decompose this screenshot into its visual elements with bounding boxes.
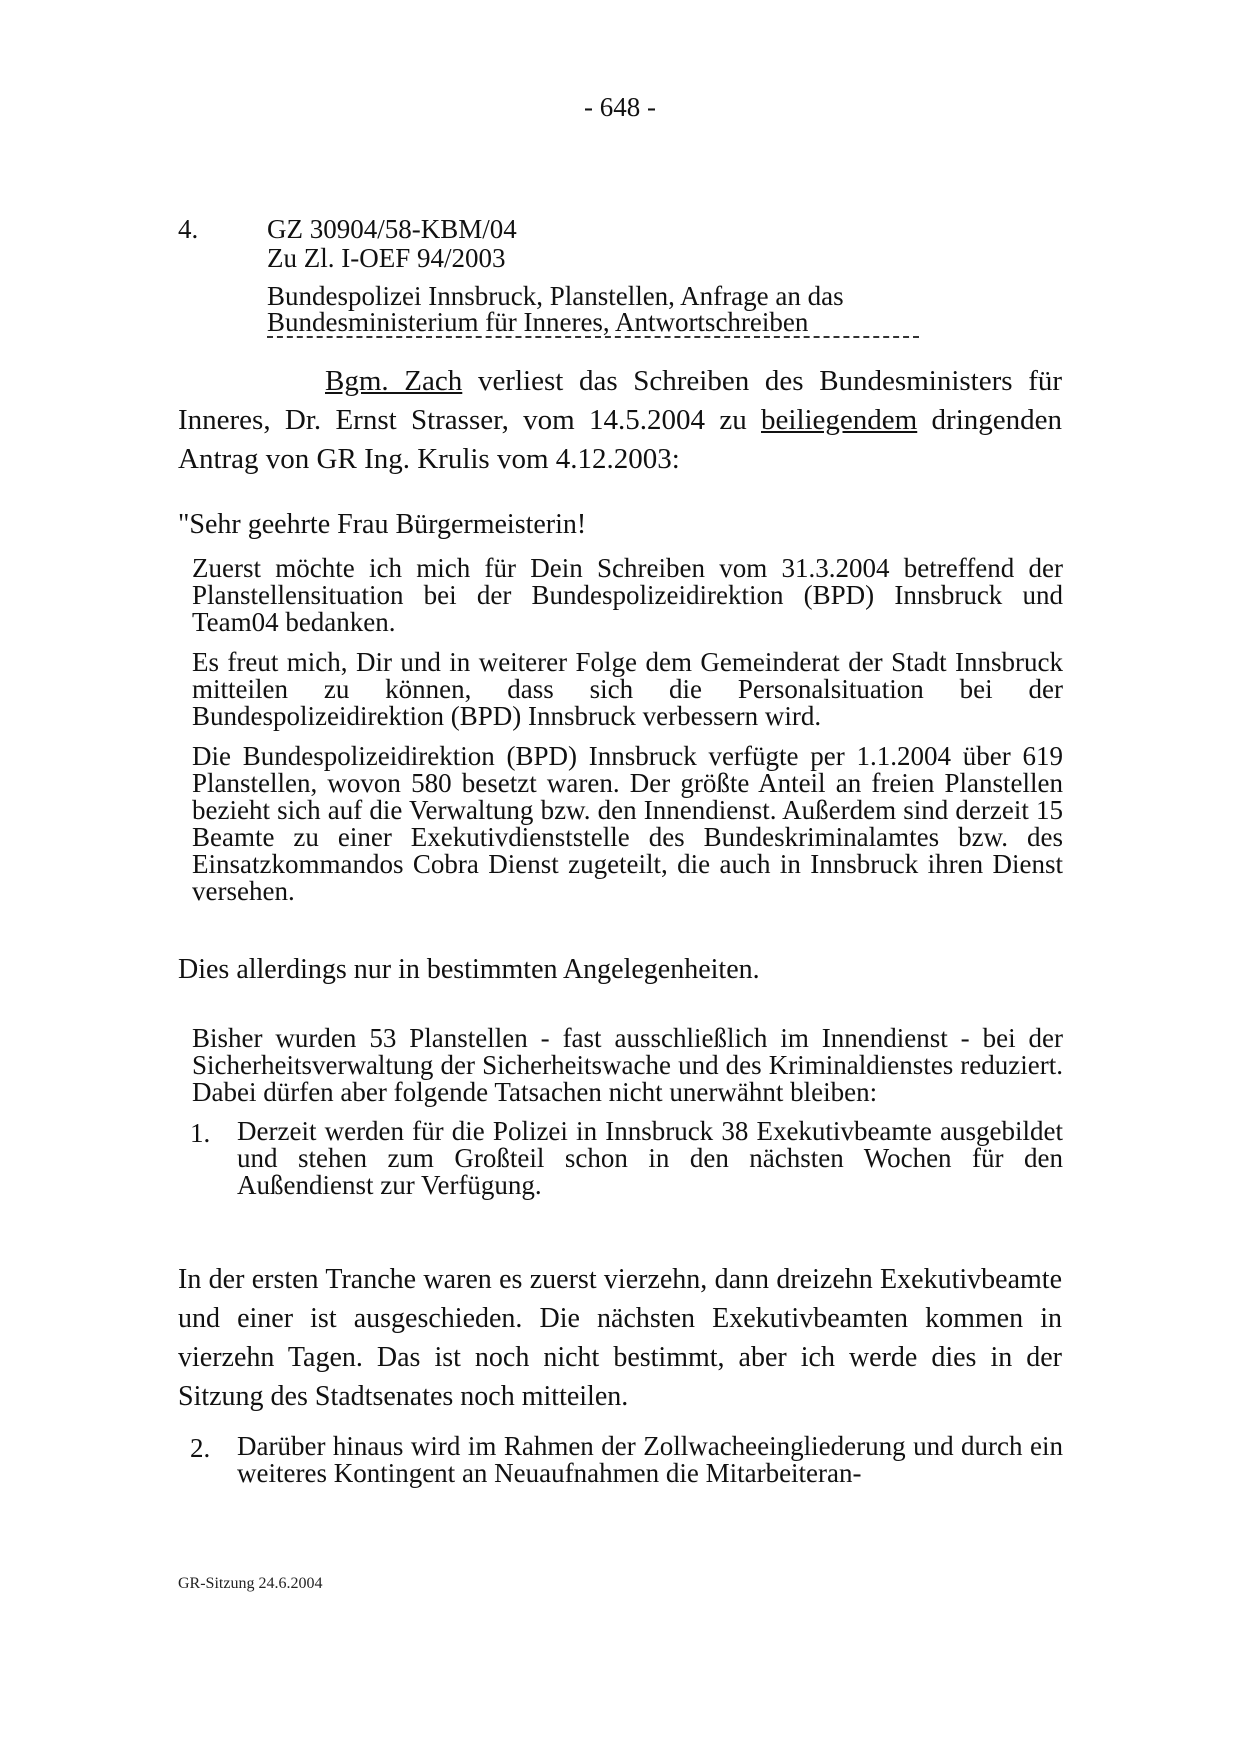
intro-text-a: verliest das Schreiben des Bundesministers für Inneres, Dr. Ernst Strasser, vom 14.5.2004 zu — [178, 365, 1063, 436]
remark-2: In der ersten Tranche waren es zuerst vierzehn, dann dreizehn Exekutivbeamte und einer ist ausgeschieden. Die nächsten Exekutivbeamten kommen in vierzehn Tagen. Das ist noch nicht bestimmt, aber ich werde dies in der Sitzung des Stadtsenates noch mitteilen. — [178, 1264, 1062, 1412]
list-item-1: Derzeit werden für die Polizei in Innsbruck 38 Exekutivbeamte ausgebildet und stehen zum Großteil schon in den nächsten Wochen für den Außendienst zur Verfügung. — [237, 1116, 1063, 1200]
subject-line-1: Bundespolizei Innsbruck, Planstellen, Anfrage an das — [267, 281, 844, 311]
letter-greeting: "Sehr geehrte Frau Bürgermeisterin! — [178, 509, 587, 540]
subject-line-2: Bundesministerium für Inneres, Antwortschreiben — [267, 307, 809, 337]
gz-reference: GZ 30904/58-KBM/04 — [267, 214, 517, 244]
intro-paragraph — [178, 362, 1062, 479]
footer-session: GR-Sitzung 24.6.2004 — [178, 1575, 323, 1592]
agenda-subject — [267, 283, 917, 335]
list-item-2: Darüber hinaus wird im Rahmen der Zollwacheeingliederung und durch ein weiteres Kontingent an Neuaufnahmen die Mitarbeiteran- — [237, 1431, 1063, 1488]
page-number: - 648 - — [584, 92, 656, 122]
letter-paragraph-3: Die Bundespolizeidirektion (BPD) Innsbruck verfügte per 1.1.2004 über 619 Planstellen, wovon 580 besetzt waren. Der größte Anteil an freien Planstellen bezieht sich auf die Verwaltung bzw. den Innendienst. Außerdem sind derzeit 15 Beamte zu einer Exekutivdienststelle des Bundeskriminalamtes bzw. des Einsatzkommandos Cobra Dienst zugeteilt, die auch in Innsbruck ihren Dienst versehen. — [192, 741, 1063, 906]
zl-reference: Zu Zl. I-OEF 94/2003 — [267, 243, 506, 273]
intro-text-b: dringenden Antrag von GR Ing. Krulis vom 4.12.2003: — [178, 404, 1062, 475]
letter-paragraph-4: Bisher wurden 53 Planstellen - fast ausschließlich im Innendienst - bei der Sicherheitsverwaltung der Sicherheitswache und des Kriminaldienstes reduziert. Dabei dürfen aber folgende Tatsachen nicht unerwähnt bleiben: — [192, 1023, 1063, 1107]
subject-dashed-rule — [267, 336, 919, 338]
speaker-name: Bgm. Zach — [325, 365, 463, 397]
underlined-word: beiliegendem — [761, 404, 918, 436]
agenda-item-number: 4. — [178, 214, 199, 244]
remark-1: Dies allerdings nur in bestimmten Angelegenheiten. — [178, 954, 760, 985]
letter-paragraph-1: Zuerst möchte ich mich für Dein Schreiben vom 31.3.2004 betreffend der Planstellensituation bei der Bundespolizeidirektion (BPD) Innsbruck und Team04 bedanken. — [192, 553, 1063, 637]
list-number-2: 2. — [190, 1433, 211, 1463]
letter-paragraph-2: Es freut mich, Dir und in weiterer Folge dem Gemeinderat der Stadt Innsbruck mitteilen zu können, dass sich die Personalsituation bei der Bundespolizeidirektion (BPD) Innsbruck verbessern wird. — [192, 647, 1063, 731]
list-number-1: 1. — [190, 1118, 211, 1148]
